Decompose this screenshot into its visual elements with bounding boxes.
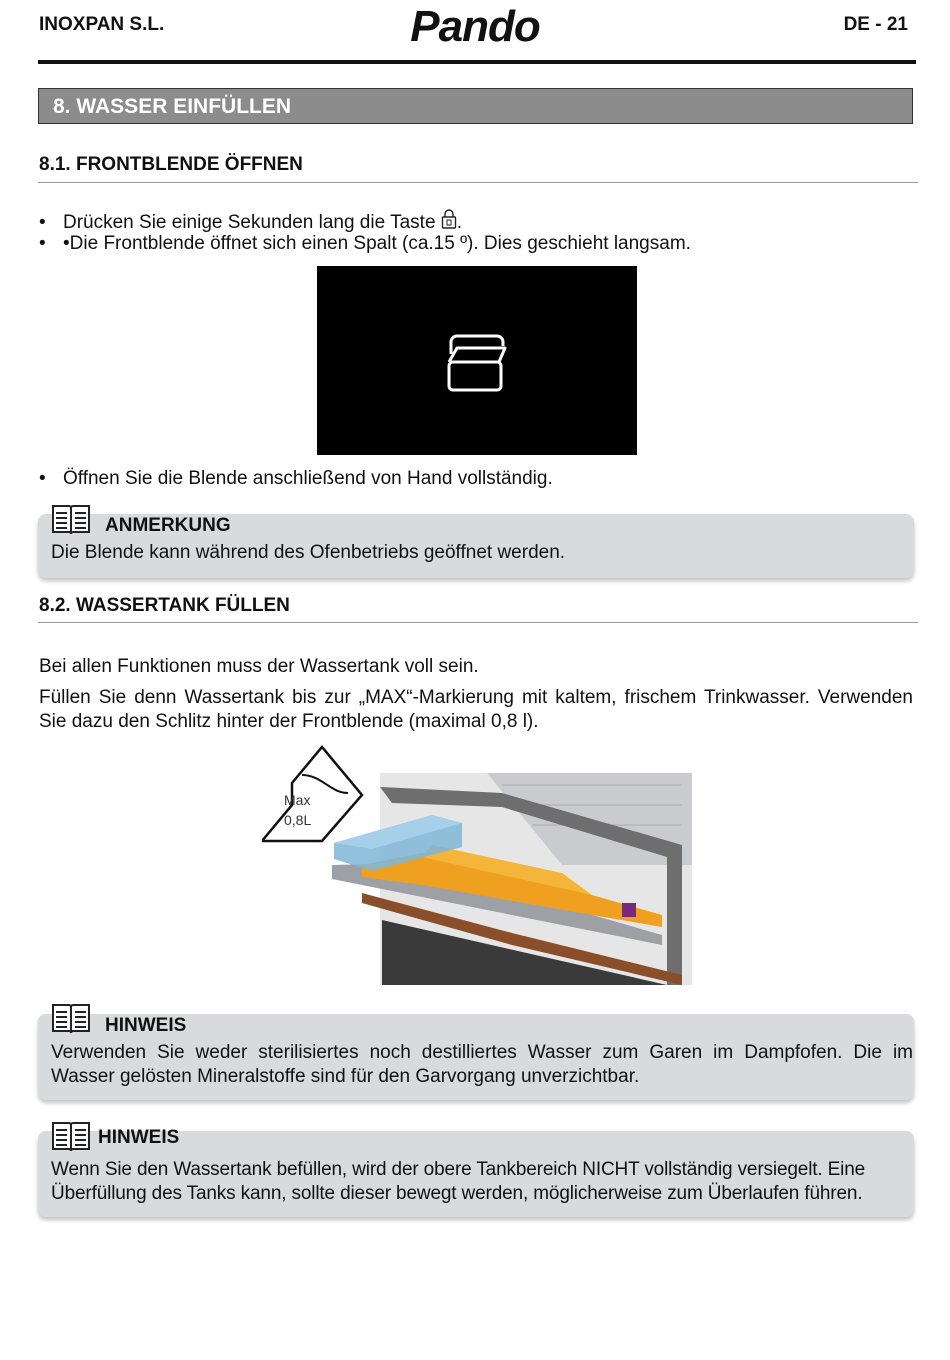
max-label: Max (284, 792, 311, 808)
note-text: Wenn Sie den Wassertank befüllen, wird der obere Tankbereich NICHT vollständig versiegelt. Eine Überfüllung des Tanks kann, sollte dieser bewegt werden, möglicherweise zum Überlaufen führen. (51, 1159, 866, 1204)
water-tank-illustration (262, 745, 692, 985)
book-icon (51, 1001, 91, 1035)
company-name: INOXPAN S.L. (39, 14, 165, 35)
book-icon (51, 1119, 91, 1153)
subsection-divider (38, 182, 918, 183)
volume-label: 0,8L (284, 812, 312, 828)
subsection-title-wassertank: 8.2. WASSERTANK FÜLLEN (39, 595, 290, 616)
header-divider (38, 60, 916, 64)
note-title: ANMERKUNG (105, 515, 231, 536)
paragraph: Bei allen Funktionen muss der Wassertank voll sein. (39, 656, 479, 677)
note-text: Die Blende kann während des Ofenbetriebs geöffnet werden. (51, 542, 566, 563)
display-panel-image (317, 266, 637, 455)
bullet-text: Drücken Sie einige Sekunden lang die Taste (63, 212, 436, 233)
book-icon (51, 502, 91, 536)
subsection-title-frontblende: 8.1. FRONTBLENDE ÖFFNEN (39, 154, 303, 175)
bullet-text: Öffnen Sie die Blende anschließend von Hand vollständig. (63, 468, 553, 489)
bullet-item: • Drücken Sie einige Sekunden lang die Taste . (39, 208, 462, 234)
lock-icon (441, 208, 457, 230)
brand-logo: Pando (410, 2, 540, 51)
open-panel-icon (317, 266, 637, 455)
bullet-item: • Öffnen Sie die Blende anschließend von Hand vollständig. (39, 468, 553, 489)
subsection-divider (38, 622, 918, 623)
note-text: Verwenden Sie weder sterilisiertes noch destilliertes Wasser zum Garen im Dampfofen. Die im Wasser gelösten Mineralstoffe sind für den Garvorgang unverzichtbar. (51, 1042, 913, 1087)
paragraph: Füllen Sie denn Wassertank bis zur „MAX“-Markierung mit kaltem, frischem Trinkwasser. Verwenden Sie dazu den Schlitz hinter der Frontblende (maximal 0,8 l). (39, 687, 913, 732)
bullet-text-end: . (456, 212, 463, 233)
note-title: HINWEIS (98, 1127, 180, 1148)
bullet-text: •Die Frontblende öffnet sich einen Spalt (ca.15 º). Dies geschieht langsam. (63, 233, 691, 254)
section-title: 8. WASSER EINFÜLLEN (38, 88, 913, 124)
page-number: DE - 21 (843, 14, 908, 35)
note-title: HINWEIS (105, 1015, 187, 1036)
bullet-item: • •Die Frontblende öffnet sich einen Spalt (ca.15 º). Dies geschieht langsam. (39, 233, 691, 254)
